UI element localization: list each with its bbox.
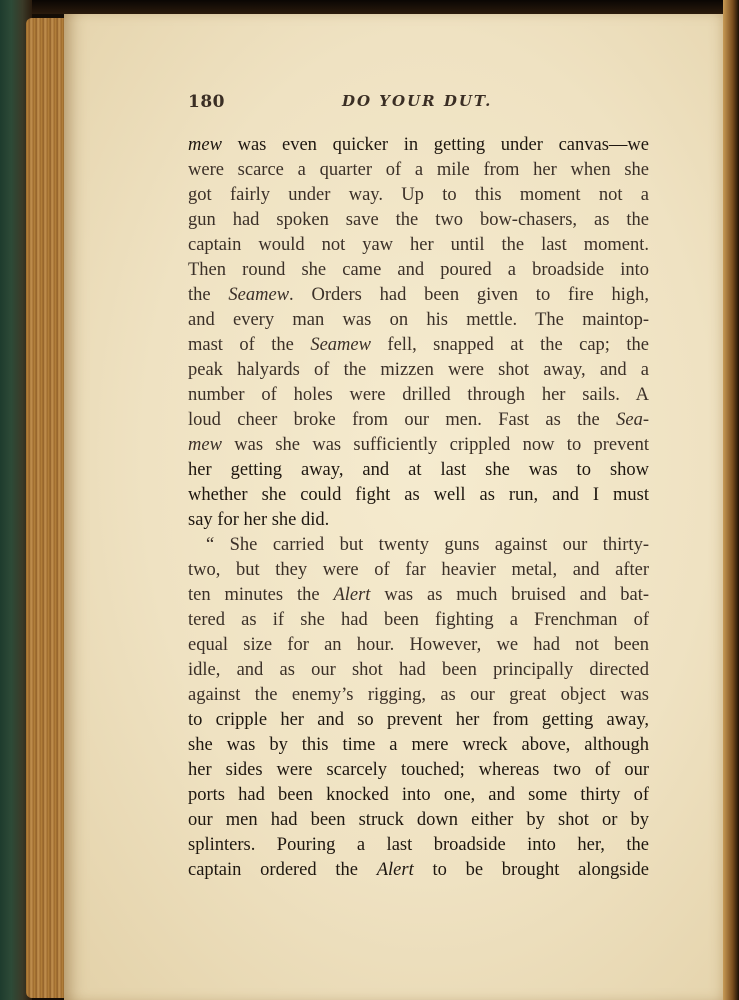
top-edge-shadow bbox=[0, 0, 739, 14]
text-line: to cripple her and so prevent her from getting away, bbox=[188, 710, 649, 730]
text-line: idle, and as our shot had been principally directed bbox=[188, 660, 649, 680]
text-line: number of holes were drilled through her sails. A bbox=[188, 385, 649, 405]
running-head-title: DO YOUR DUT. bbox=[342, 92, 493, 110]
text-line: she was by this time a mere wreck above, although bbox=[188, 735, 649, 755]
right-page-edge bbox=[723, 0, 739, 1000]
text-line: mast of the Seamew fell, snapped at the cap; the bbox=[188, 335, 649, 355]
text-line: her getting away, and at last she was to show bbox=[188, 460, 649, 480]
text-line: ten minutes the Alert was as much bruised and bat- bbox=[188, 585, 649, 605]
text-line: were scarce a quarter of a mile from her when she bbox=[188, 160, 649, 180]
text-line: her sides were scarcely touched; whereas two of our bbox=[188, 760, 649, 780]
text-line: whether she could fight as well as run, and I must bbox=[188, 485, 649, 505]
text-line: equal size for an hour. However, we had not been bbox=[188, 635, 649, 655]
text-line: splinters. Pouring a last broadside into her, the bbox=[188, 835, 649, 855]
page-number: 180 bbox=[188, 92, 225, 112]
text-line: loud cheer broke from our men. Fast as the Sea- bbox=[188, 410, 649, 430]
text-line: captain ordered the Alert to be brought alongside bbox=[188, 860, 649, 880]
text-line: got fairly under way. Up to this moment not a bbox=[188, 185, 649, 205]
text-line: Then round she came and poured a broadside into bbox=[188, 260, 649, 280]
text-line: gun had spoken save the two bow-chasers, as the bbox=[188, 210, 649, 230]
text-line: say for her she did. bbox=[188, 510, 330, 530]
text-line: the Seamew. Orders had been given to fire high, bbox=[188, 285, 649, 305]
text-line: mew was even quicker in getting under canvas—we bbox=[188, 135, 649, 155]
text-line: against the enemy’s rigging, as our great object was bbox=[188, 685, 649, 705]
text-line: “ She carried but twenty guns against our thirty- bbox=[206, 535, 649, 555]
text-line: captain would not yaw her until the last moment. bbox=[188, 235, 649, 255]
body-text bbox=[188, 133, 649, 883]
text-line: tered as if she had been fighting a Frenchman of bbox=[188, 610, 649, 630]
text-line: mew was she was sufficiently crippled now to prevent bbox=[188, 435, 649, 455]
running-head bbox=[188, 92, 648, 116]
text-line: peak halyards of the mizzen were shot away, and a bbox=[188, 360, 649, 380]
text-line: our men had been struck down either by shot or by bbox=[188, 810, 649, 830]
text-line: ports had been knocked into one, and some thirty of bbox=[188, 785, 649, 805]
text-line: two, but they were of far heavier metal, and after bbox=[188, 560, 649, 580]
text-line: and every man was on his mettle. The maintop- bbox=[188, 310, 649, 330]
